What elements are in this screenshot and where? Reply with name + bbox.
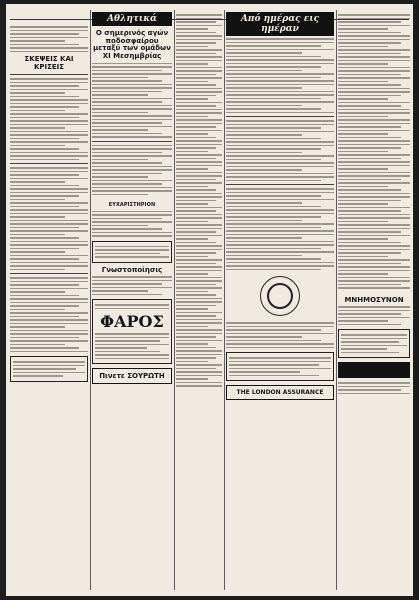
lead-headline: Ο σημερινός αγών ποδοσφαίρου μεταξύ των ομάδων XI Μεσημβρίας [93, 29, 171, 61]
advertisement [226, 352, 334, 381]
column-rule [224, 10, 225, 590]
column-5 [338, 12, 410, 590]
newspaper-page [6, 4, 413, 596]
text-block [338, 306, 410, 325]
text-block [10, 78, 88, 160]
column-rule [90, 10, 91, 590]
notice-heading: ΕΥΧΑΡΙΣΤΗΡΙΟΝ [108, 202, 156, 209]
text-block [226, 120, 334, 181]
text-block [338, 382, 410, 394]
text-block [10, 277, 88, 352]
text-block [92, 63, 172, 138]
column-1 [10, 24, 88, 590]
text-block [226, 322, 334, 348]
column-headline: ΣΚΕΨΕΙΣ ΚΑΙ ΚΡΙΣΕΙΣ [24, 55, 74, 71]
notice-heading: Γνωστοποίησις [101, 265, 163, 274]
seal-emblem [260, 276, 300, 316]
advertisement [338, 329, 410, 358]
text-block [92, 211, 172, 237]
faros-title: ΦΑΡΟΣ [100, 312, 164, 332]
advertisement [10, 356, 88, 382]
faros-advertisement [92, 299, 172, 364]
text-block [226, 38, 334, 113]
column-rule [336, 10, 337, 590]
bottom-banner-advertisement: Πινετε ΣΟΥΡΩΤΗ [92, 368, 172, 384]
text-block [338, 14, 410, 289]
column-2 [92, 12, 172, 590]
insurance-advertisement: THE LONDON ASSURANCE [226, 385, 334, 400]
text-block [92, 145, 172, 196]
column-3 [176, 12, 222, 590]
text-block [226, 188, 334, 270]
column-rule [174, 10, 175, 590]
column-4 [226, 12, 334, 590]
advertisement [92, 241, 172, 263]
sport-section-masthead: Αθλητικά [92, 12, 172, 26]
section-masthead: Από ημέρας εις ημέραν [226, 12, 334, 36]
text-block [176, 14, 222, 387]
notice-heading: ΜΝΗΜΟΣΥΝΟΝ [344, 295, 404, 304]
advertisement-bar [338, 362, 410, 378]
text-block [10, 26, 88, 52]
text-block [92, 276, 172, 295]
text-block [10, 167, 88, 270]
